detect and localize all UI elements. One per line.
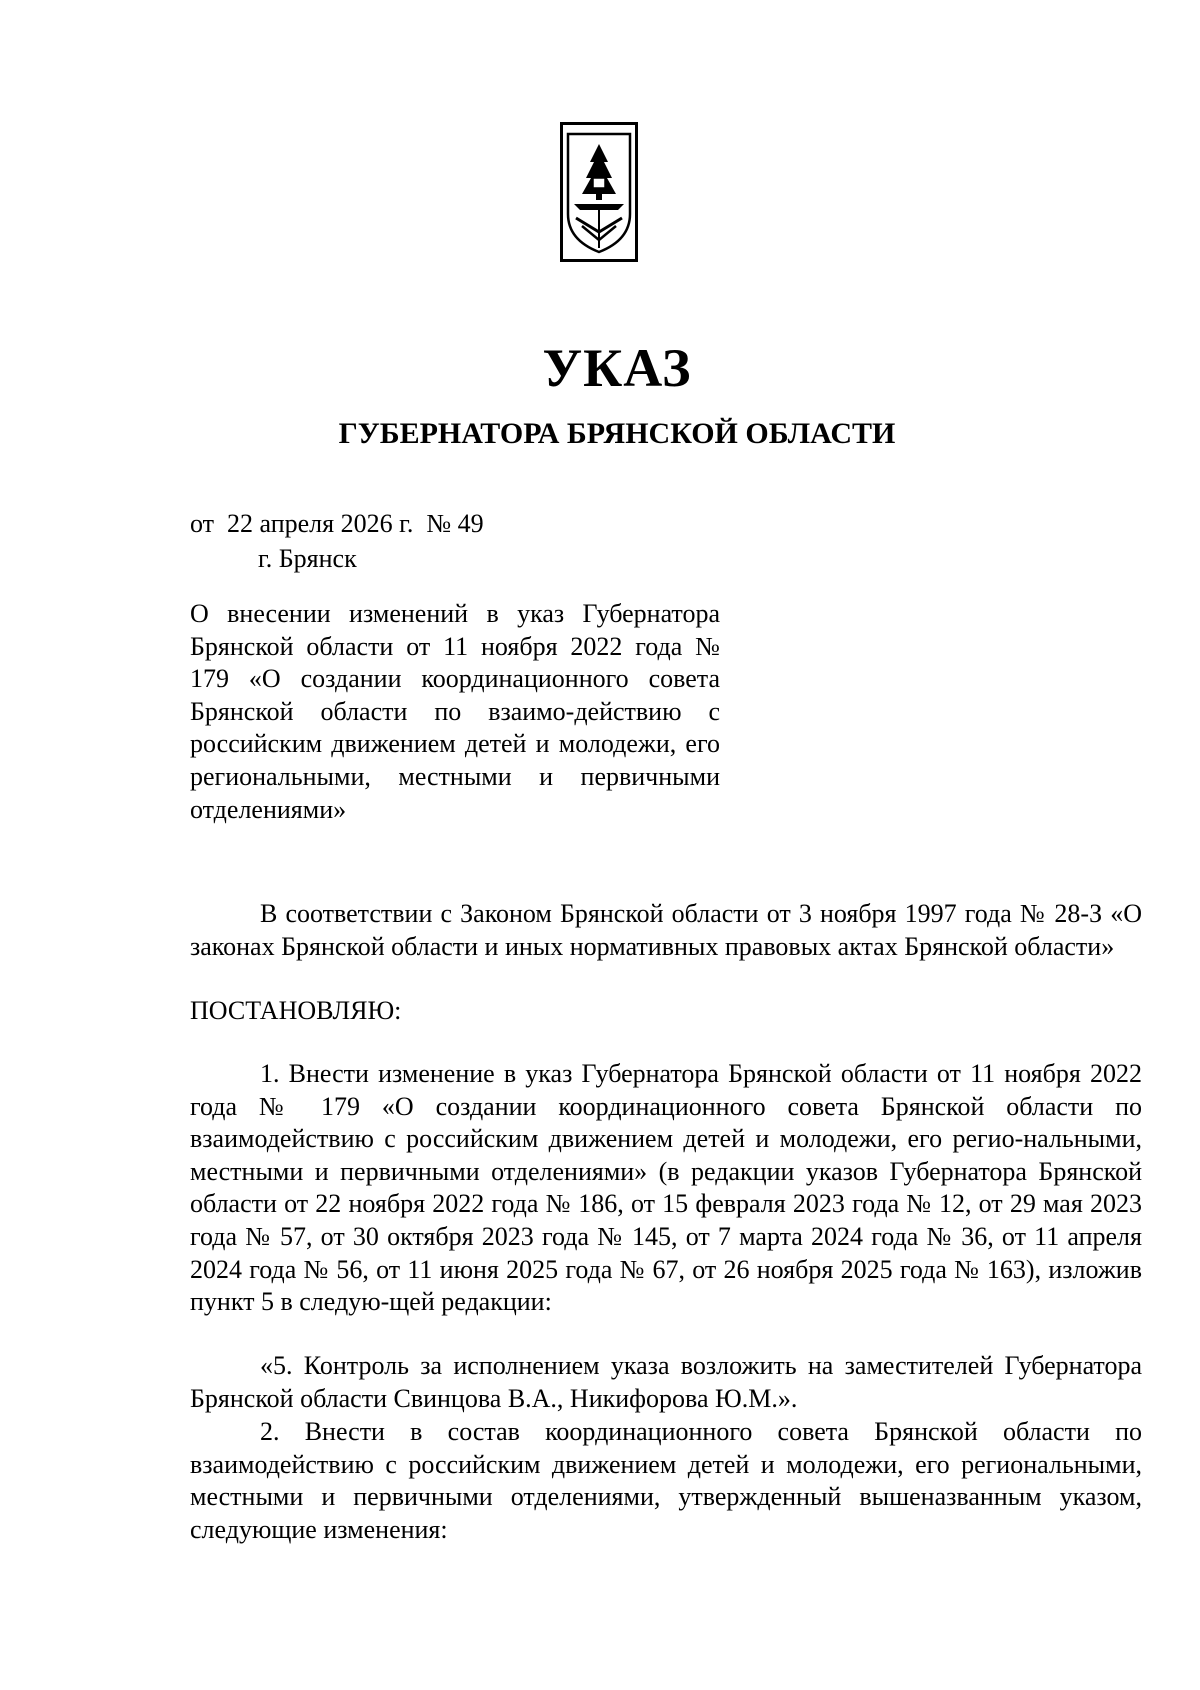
item-2-paragraph: 2. Внести в состав координационного совета Брянской области по взаимодействию с российским движением детей и молодежи, его региональными, местными и первичными отделениями, утвержденный вышеназванным указом, следующие изменения: bbox=[190, 1417, 1142, 1544]
legal-basis-paragraph: В соответствии с Законом Брянской области от 3 ноября 1997 года № 28-З «О законах Брянской области и иных нормативных правовых актах Брянской области» bbox=[190, 899, 1142, 961]
document-date-number: от 22 апреля 2026 г. № 49 bbox=[190, 509, 484, 538]
item-1-paragraph: 1. Внести изменение в указ Губернатора Брянской области от 11 ноября 2022 года № 179 «О создании координационного совета Брянской области по взаимодействию с российским движением детей и молодежи, его регио-нальными, местными и первичными отделениями» (в редакции указов Губернатора Брянской области от 22 ноября 2022 года № 186, от 15 февраля 2023 года № 12, от 29 мая 2023 года № 57, от 30 октября 2023 года № 145, от 7 марта 2024 года № 36, от 11 апреля 2024 года № 56, от 11 июня 2025 года № 67, от 26 ноября 2025 года № 163), изложив пункт 5 в следую-щей редакции: bbox=[190, 1059, 1142, 1317]
document-type-title: УКАЗ bbox=[542, 338, 692, 398]
item-1-quote-paragraph: «5. Контроль за исполнением указа возложить на заместителей Губернатора Брянской области Свинцова В.А., Никифорова Ю.М.». bbox=[190, 1351, 1142, 1413]
issuer-subtitle: ГУБЕРНАТОРА БРЯНСКОЙ ОБЛАСТИ bbox=[338, 417, 896, 450]
coat-of-arms-bryansk-icon bbox=[560, 122, 638, 262]
document-city: г. Брянск bbox=[258, 544, 357, 573]
decree-heading: ПОСТАНОВЛЯЮ: bbox=[190, 996, 402, 1025]
document-subject-title: О внесении изменений в указ Губернатора Брянской области от 11 ноября 2022 года № 179 «О создании координационного совета Брянской области по взаимо-действию с российским движением детей и молодежи, его региональными, местными и первичными отделениями» bbox=[190, 599, 720, 824]
